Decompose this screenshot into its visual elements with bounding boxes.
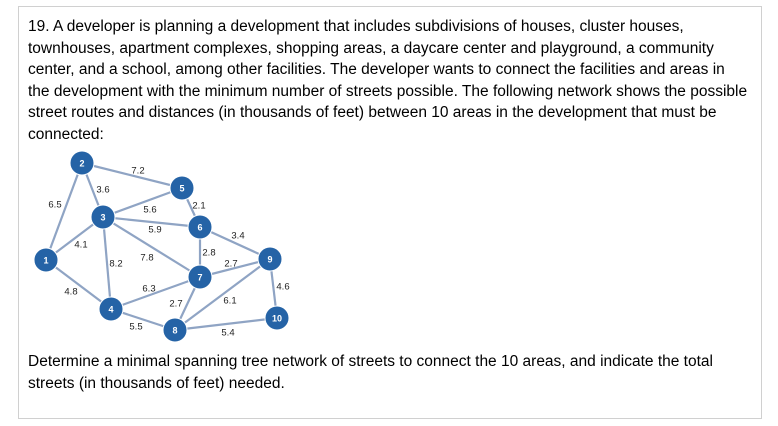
node-4: [99, 297, 123, 321]
edge-weight-9-10: 4.6: [276, 281, 290, 293]
edge-weight-3-4: 8.2: [109, 258, 123, 270]
node-7: [188, 265, 212, 289]
node-label: 9: [267, 254, 273, 265]
edge-weight-6-9: 3.4: [231, 230, 245, 242]
edge-weight-3-6: 5.9: [148, 224, 162, 236]
node-label: 3: [100, 212, 106, 223]
node-9: [258, 247, 282, 271]
edge-weight-4-7: 6.3: [142, 283, 156, 295]
edge-weight-1-2: 6.5: [48, 199, 62, 211]
edge-weight-2-3: 3.6: [96, 184, 110, 196]
node-8: [163, 318, 187, 342]
node-label: 6: [197, 222, 203, 233]
node-label: 10: [271, 313, 283, 324]
edge-weight-4-8: 5.5: [129, 321, 143, 333]
edge-weight-6-7: 2.8: [202, 247, 216, 259]
edge-weight-8-9: 6.1: [223, 295, 237, 307]
edge-weight-1-4: 4.8: [64, 286, 78, 298]
edge-weight-1-3: 4.1: [74, 239, 88, 251]
node-10: [265, 306, 289, 330]
edge-weight-5-6: 2.1: [192, 200, 206, 212]
edge-weight-7-8: 2.7: [169, 298, 183, 310]
followup-text: Determine a minimal spanning tree network of streets to connect the 10 areas, and indicate the total streets (in thousands of feet) needed.: [28, 353, 713, 392]
node-5: [170, 176, 194, 200]
node-label: 1: [43, 255, 49, 266]
edge-weight-7-9: 2.7: [224, 258, 238, 270]
edge-weight-3-7: 7.8: [140, 252, 154, 264]
edge-weight-2-5: 7.2: [131, 165, 145, 177]
node-label: 2: [79, 158, 85, 169]
node-3: [91, 205, 115, 229]
edge-weight-8-10: 5.4: [221, 327, 235, 339]
question-text: 19. A developer is planning a development that includes subdivisions of houses, cluster houses, townhouses, apartment complexes, shopping areas, a daycare center and playground, a community center, and a school, among other facilities. The developer wants to connect the facilities and areas in the development with the minimum number of streets possible. The following network shows the possible street routes and distances (in thousands of feet) between 10 areas in the development that must be connected:: [28, 18, 748, 143]
node-label: 4: [108, 304, 114, 315]
node-label: 5: [179, 183, 185, 194]
node-1: [34, 248, 58, 272]
node-6: [188, 215, 212, 239]
node-2: [70, 151, 94, 175]
edge-weight-3-5: 5.6: [143, 204, 157, 216]
node-label: 7: [197, 272, 203, 283]
node-label: 8: [172, 325, 178, 336]
